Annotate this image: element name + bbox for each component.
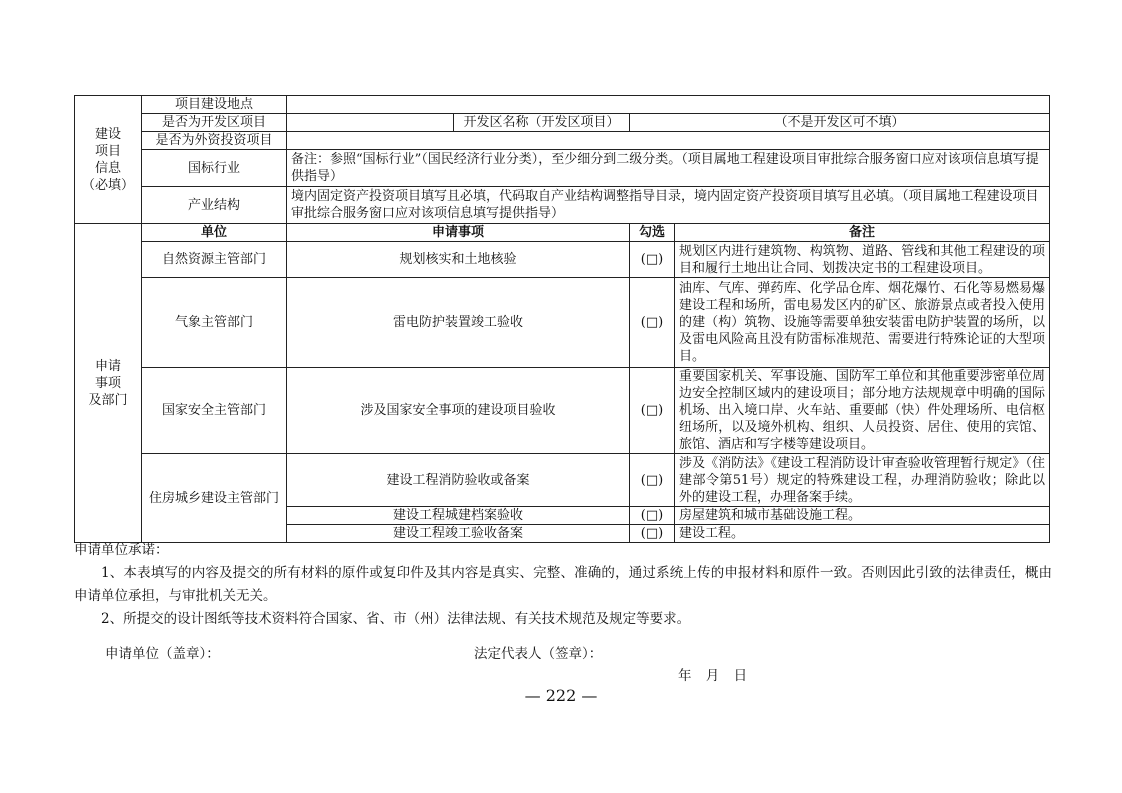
header-row (75, 224, 1050, 242)
app-note: 房屋建筑和城市基础设施工程。 (675, 507, 1050, 525)
location-label: 项目建设地点 (142, 96, 287, 114)
pledge-item-2: 2、所提交的设计图纸等技术资料符合国家、省、市（州）法律法规、有关技术规范及规定等要求。 (101, 611, 691, 627)
applicant-seal-label: 申请单位（盖章）： (105, 646, 220, 662)
structure-label: 产业结构 (142, 187, 287, 224)
location-field[interactable] (287, 96, 1050, 114)
header-check: 勾选 (630, 224, 675, 242)
dev-zone-name-field[interactable]: （不是开发区可不填） (630, 114, 1050, 132)
legal-rep-signature-label: 法定代表人（签章）： (474, 646, 603, 662)
app-checkbox[interactable]: (□) (630, 507, 675, 525)
dev-zone-field[interactable] (287, 114, 454, 132)
dev-zone-name-label: 开发区名称（开发区项目） (454, 114, 630, 132)
app-unit: 气象主管部门 (142, 278, 287, 368)
app-checkbox[interactable]: (□) (630, 278, 675, 368)
app-unit: 自然资源主管部门 (142, 242, 287, 278)
app-checkbox[interactable]: (□) (630, 525, 675, 543)
pledge-title: 申请单位承诺： (74, 542, 169, 558)
table-row (75, 242, 1050, 278)
section-applications-label: 申请 事项 及部门 (75, 224, 142, 543)
row-structure (75, 187, 1050, 224)
table-row (75, 278, 1050, 368)
pledge-item-1: 1、本表填写的内容及提交的所有材料的原件或复印件及其内容是真实、完整、准确的，通过系统上传的申报材料和原件一致。否则因此引致的法律责任，概由申请单位承担，与审批机关无关。 (74, 565, 1052, 604)
page-number: — 222 — (524, 686, 598, 705)
app-checkbox[interactable]: (□) (630, 454, 675, 507)
app-note: 建设工程。 (675, 525, 1050, 543)
row-industry (75, 150, 1050, 187)
row-foreign (75, 132, 1050, 150)
industry-note[interactable]: 备注：参照“国标行业”（国民经济行业分类），至少细分到二级分类。（项目属地工程建设项目审批综合服务窗口应对该项信息填写提供指导） (287, 150, 1050, 187)
table-row (75, 454, 1050, 507)
foreign-investment-label: 是否为外资投资项目 (142, 132, 287, 150)
app-checkbox[interactable]: (□) (630, 368, 675, 454)
app-item: 建设工程竣工验收备案 (287, 525, 630, 543)
table-row (75, 368, 1050, 454)
row-location (75, 96, 1050, 114)
industry-label: 国标行业 (142, 150, 287, 187)
app-item: 建设工程消防验收或备案 (287, 454, 630, 507)
app-item: 规划核实和土地核验 (287, 242, 630, 278)
pledge-section (74, 539, 1052, 631)
structure-note[interactable]: 境内固定资产投资项目填写且必填，代码取自产业结构调整指导目录，境内固定资产投资项目填写且必填。（项目属地工程建设项目审批综合服务窗口应对该项信息填写提供指导） (287, 187, 1050, 224)
header-note: 备注 (675, 224, 1050, 242)
app-note: 规划区内进行建筑物、构筑物、道路、管线和其他工程建设的项目和履行土地出让合同、划拨决定书的工程建设项目。 (675, 242, 1050, 278)
app-checkbox[interactable]: (□) (630, 242, 675, 278)
app-note: 油库、气库、弹药库、化学品仓库、烟花爆竹、石化等易燃易爆建设工程和场所，雷电易发区内的矿区、旅游景点或者投入使用的建（构）筑物、设施等需要单独安装雷电防护装置的场所，以及雷电风险高且没有防雷标准规范、需要进行特殊论证的大型项目。 (675, 278, 1050, 368)
app-note: 重要国家机关、军事设施、国防军工单位和其他重要涉密单位周边安全控制区域内的建设项目；部分地方法规规章中明确的国际机场、出入境口岸、火车站、重要邮（快）件处理场所、电信枢纽场所，以及境外机构、组织、人员投资、居住、使用的宾馆、旅馆、酒店和写字楼等建设项目。 (675, 368, 1050, 454)
app-item: 雷电防护装置竣工验收 (287, 278, 630, 368)
header-item: 申请事项 (287, 224, 630, 242)
app-unit: 住房城乡建设主管部门 (142, 454, 287, 543)
app-note: 涉及《消防法》《建设工程消防设计审查验收管理暂行规定》（住建部令第51号）规定的特殊建设工程，办理消防验收；除此以外的建设工程，办理备案手续。 (675, 454, 1050, 507)
header-unit: 单位 (142, 224, 287, 242)
dev-zone-label: 是否为开发区项目 (142, 114, 287, 132)
date-label: 年 月 日 (678, 668, 748, 684)
app-item: 建设工程城建档案验收 (287, 507, 630, 525)
row-dev-zone (75, 114, 1050, 132)
section-project-info-label: 建设 项目 信息 （必填） (75, 96, 142, 224)
application-form-table (74, 95, 1050, 543)
app-unit: 国家安全主管部门 (142, 368, 287, 454)
foreign-investment-field[interactable] (287, 132, 1050, 150)
app-item: 涉及国家安全事项的建设项目验收 (287, 368, 630, 454)
